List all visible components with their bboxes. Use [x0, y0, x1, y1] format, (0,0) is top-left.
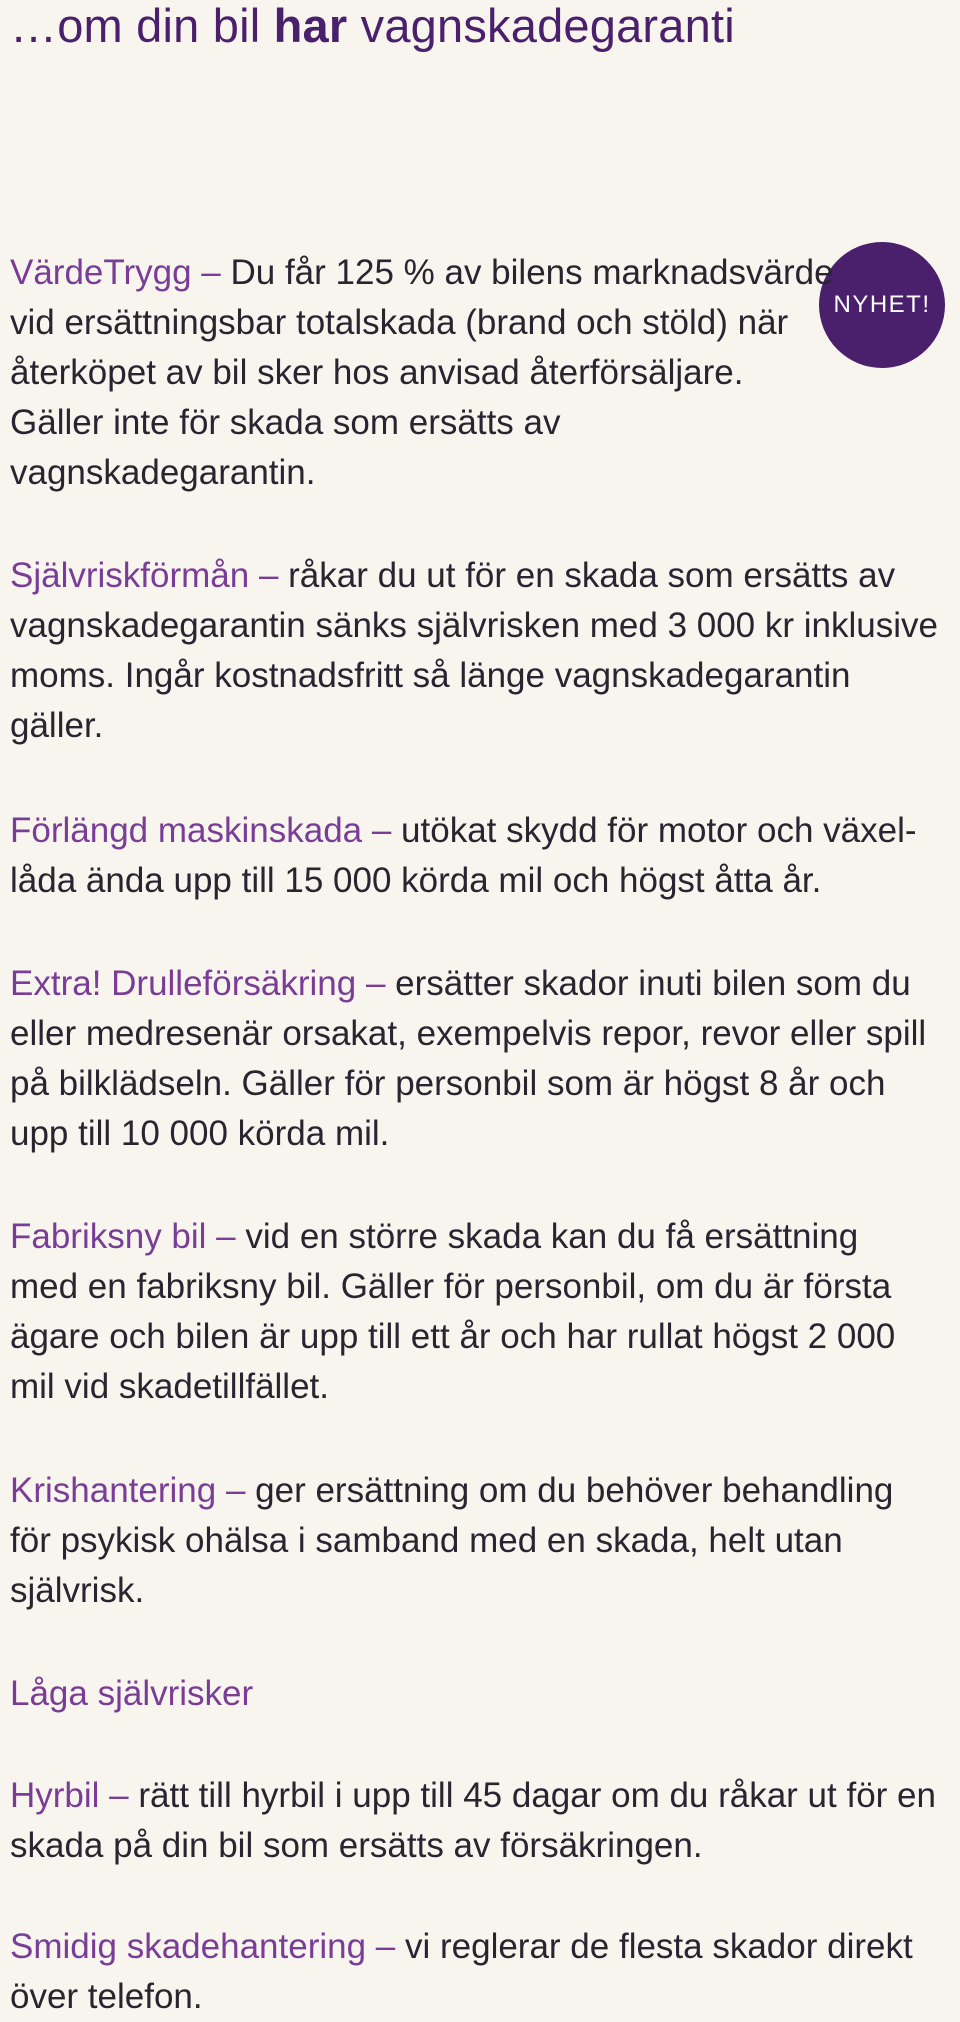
benefit-term: Smidig skadehantering	[10, 1927, 367, 1966]
benefit-term: VärdeTrygg	[10, 253, 192, 292]
page-heading	[10, 0, 735, 54]
benefit-text: vid en större skada kan du få ersättning med en fabriksny bil. Gäller för personbil, om du är första ägare och bilen är upp till ett år och har rullat högst 2 000 mil vid skadetillfället.	[10, 1217, 896, 1406]
benefit-dash: –	[362, 811, 402, 850]
benefit-item-vardetrygg	[10, 248, 840, 498]
benefit-term: Extra! Drulleförsäkring	[10, 964, 357, 1003]
benefit-text: Du får 125 % av bilens marknadsvärde vid ersättningsbar totalskada (brand och stöld) när återköpet av bil sker hos anvisad återförsäljare. Gäller inte för skada som ersätts av vagnskadegarantin.	[10, 253, 834, 492]
heading-emphasis: har	[273, 0, 348, 52]
benefit-text: rätt till hyrbil i upp till 45 dagar om du råkar ut för en skada på din bil som ersätts av försäkringen.	[10, 1776, 936, 1865]
benefit-item-smidig-skadehantering	[10, 1922, 940, 2022]
benefit-text: vi reglerar de flesta skador direkt över telefon.	[10, 1927, 913, 2016]
benefit-term: Fabriksny bil	[10, 1217, 207, 1256]
benefit-dash: –	[366, 1927, 405, 1966]
benefit-term: Självriskförmån	[10, 556, 250, 595]
heading-suffix: vagnskadegaranti	[347, 0, 735, 52]
benefit-dash: –	[206, 1217, 246, 1256]
benefit-text: ger ersättning om du behöver behandling för psykisk ohälsa i samband med en skada, helt utan självrisk.	[10, 1471, 894, 1610]
benefit-item-hyrbil	[10, 1771, 940, 1871]
benefit-dash: –	[99, 1776, 139, 1815]
benefit-item-forlangd-maskinskada	[10, 806, 945, 906]
benefit-term: Krishantering	[10, 1471, 217, 1510]
benefit-item-fabriksny-bil	[10, 1212, 910, 1412]
benefit-dash: –	[216, 1471, 256, 1510]
benefit-text: ersätter skador inuti bilen som du eller medresenär orsakat, exempelvis repor, revor eller spill på bilklädseln. Gäller för personbil som är högst 8 år och upp till 10 000 körda mil.	[10, 964, 927, 1153]
benefit-item-krishantering	[10, 1466, 940, 1616]
benefit-dash: –	[356, 964, 396, 1003]
benefit-term: Förlängd maskinskada	[10, 811, 363, 850]
benefit-text: råkar du ut för en skada som ersätts av vagnskadegarantin sänks självrisken med 3 000 kr inklusive moms. Ingår kostnadsfritt så länge vagnskadegarantin gäller.	[10, 556, 938, 745]
benefit-term: Låga självrisker	[10, 1674, 254, 1713]
benefit-item-drulleforsakring	[10, 959, 945, 1159]
benefit-dash: –	[191, 253, 231, 292]
benefit-text: utökat skydd för motor och växellåda ända upp till 15 000 körda mil och högst åtta år.	[10, 811, 917, 900]
benefit-term: Hyrbil	[10, 1776, 100, 1815]
new-badge-label: NYHET!	[833, 291, 931, 318]
benefit-dash: –	[249, 556, 289, 595]
benefit-item-laga-sjalvrisker	[10, 1669, 940, 1719]
benefit-item-sjalvriskformån	[10, 551, 940, 751]
heading-prefix: …om din bil	[10, 0, 274, 52]
